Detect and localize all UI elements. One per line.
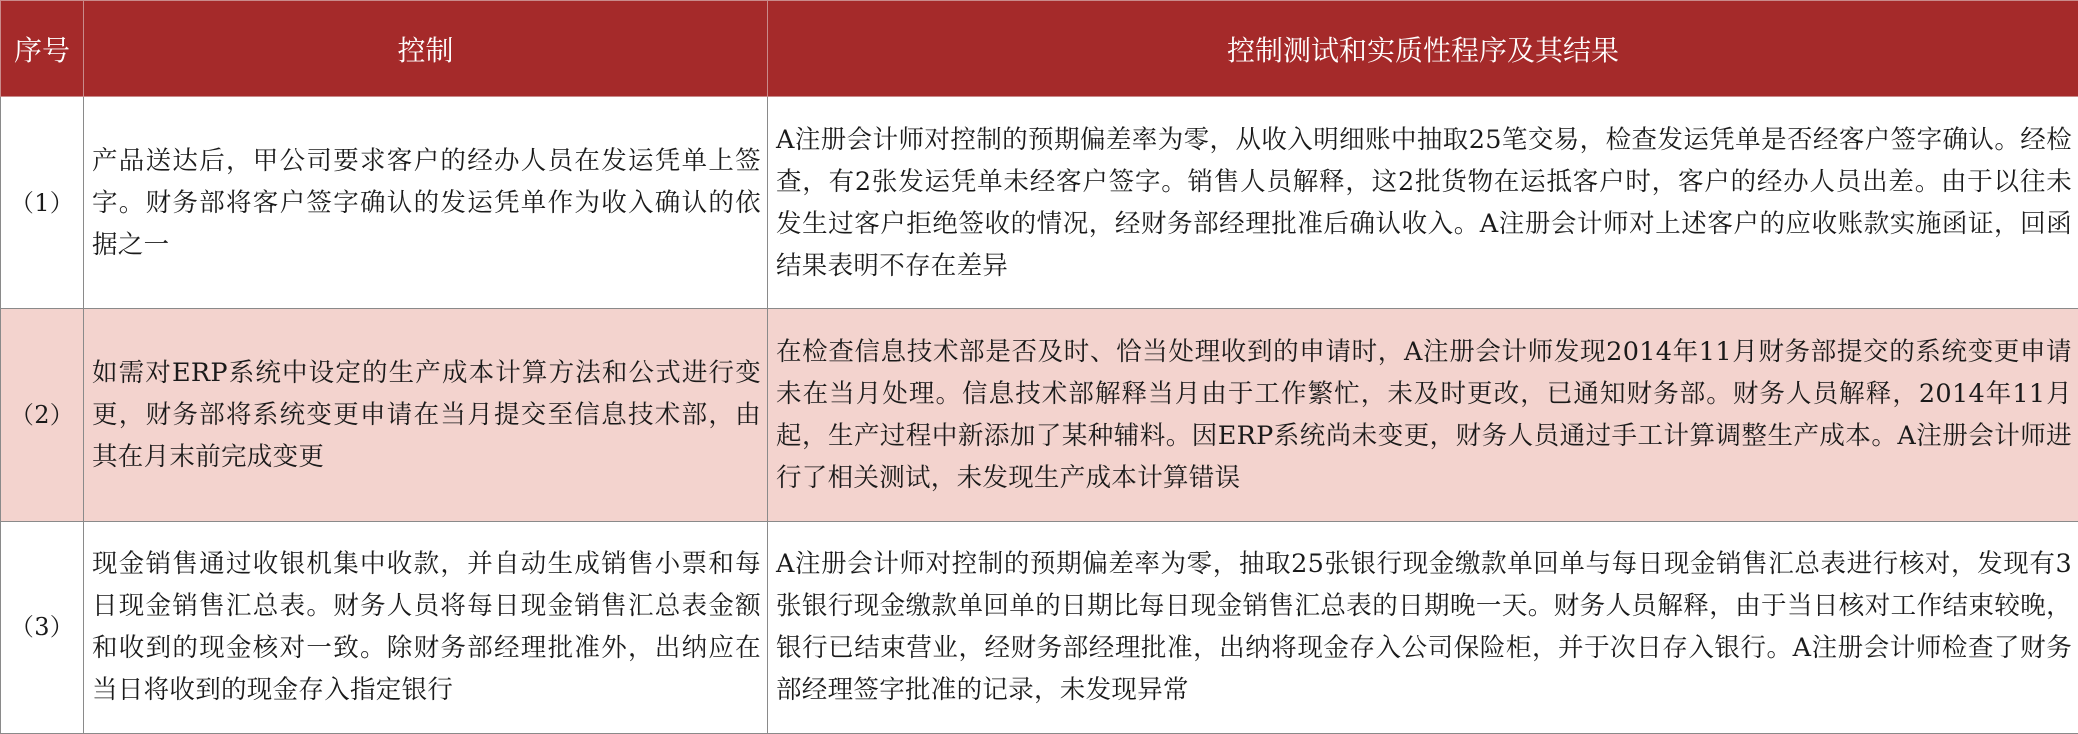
table-row — [1, 97, 2078, 309]
table-row — [1, 309, 2078, 521]
row-result: 在检查信息技术部是否及时、恰当处理收到的申请时，A注册会计师发现2014年11月财务部提交的系统变更申请未在当月处理。信息技术部解释当月由于工作繁忙，未及时更改，已通知财务部。财务人员解释，2014年11月起，生产过程中新添加了某种辅料。因ERP系统尚未变更，财务人员通过手工计算调整生产成本。A注册会计师进行了相关测试，未发现生产成本计算错误 — [768, 309, 2078, 521]
row-control: 现金销售通过收银机集中收款，并自动生成销售小票和每日现金销售汇总表。财务人员将每日现金销售汇总表金额和收到的现金核对一致。除财务部经理批准外，出纳应在当日将收到的现金存入指定银行 — [84, 521, 768, 733]
row-result: A注册会计师对控制的预期偏差率为零，抽取25张银行现金缴款单回单与每日现金销售汇总表进行核对，发现有3张银行现金缴款单回单的日期比每日现金销售汇总表的日期晚一天。财务人员解释，由于当日核对工作结束较晚，银行已结束营业，经财务部经理批准，出纳将现金存入公司保险柜，并于次日存入银行。A注册会计师检查了财务部经理签字批准的记录，未发现异常 — [768, 521, 2078, 733]
header-result: 控制测试和实质性程序及其结果 — [768, 1, 2078, 97]
row-control: 如需对ERP系统中设定的生产成本计算方法和公式进行变更，财务部将系统变更申请在当月提交至信息技术部，由其在月末前完成变更 — [84, 309, 768, 521]
table-header-row — [1, 1, 2078, 97]
header-control: 控制 — [84, 1, 768, 97]
row-result: A注册会计师对控制的预期偏差率为零，从收入明细账中抽取25笔交易，检查发运凭单是否经客户签字确认。经检查，有2张发运凭单未经客户签字。销售人员解释，这2批货物在运抵客户时，客户的经办人员出差。由于以往未发生过客户拒绝签收的情况，经财务部经理批准后确认收入。A注册会计师对上述客户的应收账款实施函证，回函结果表明不存在差异 — [768, 97, 2078, 309]
row-control: 产品送达后，甲公司要求客户的经办人员在发运凭单上签字。财务部将客户签字确认的发运凭单作为收入确认的依据之一 — [84, 97, 768, 309]
row-seq: （2） — [1, 309, 84, 521]
row-seq: （1） — [1, 97, 84, 309]
header-seq: 序号 — [1, 1, 84, 97]
table-row — [1, 521, 2078, 733]
row-seq: （3） — [1, 521, 84, 733]
